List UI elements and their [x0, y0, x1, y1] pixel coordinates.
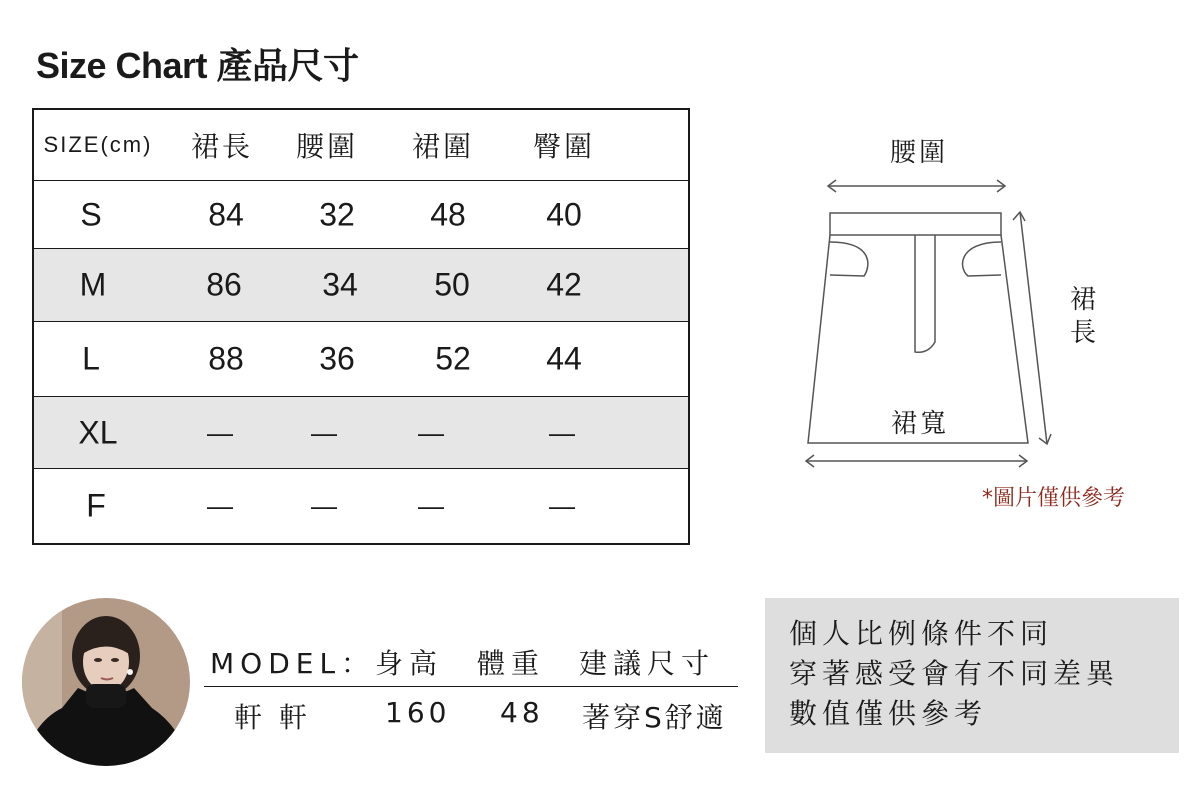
- value-hip: —: [549, 490, 575, 521]
- table-row: [34, 248, 688, 321]
- reference-note: *圖片僅供參考: [982, 486, 1126, 511]
- value-waist: —: [311, 417, 337, 447]
- table-header-row: [34, 110, 688, 180]
- hem-label: 裙寬: [891, 409, 950, 439]
- value-hip: 44: [546, 340, 582, 377]
- size-table: [32, 108, 690, 545]
- model-weight: 48: [500, 696, 544, 729]
- header-waist: 腰圍: [295, 130, 359, 163]
- value-skirt-length: —: [207, 417, 233, 447]
- value-skirt-length: 88: [208, 340, 244, 377]
- left-pocket-shape: [830, 242, 868, 276]
- table-row: [34, 321, 688, 396]
- model-divider: [204, 686, 738, 687]
- length-label: [1070, 284, 1096, 349]
- size-label: F: [86, 487, 106, 524]
- value-skirt-circumference: —: [418, 490, 444, 521]
- value-skirt-circumference: 48: [430, 196, 466, 232]
- disclaimer-line: 穿著感受會有不同差異: [789, 657, 1120, 690]
- value-hip: —: [549, 417, 575, 447]
- right-pocket-shape: [963, 242, 1001, 276]
- page-title: Size Chart 產品尺寸: [36, 45, 359, 86]
- disclaimer-box: [765, 598, 1179, 753]
- length-label-top: 裙: [1070, 285, 1097, 315]
- value-waist: 36: [319, 340, 355, 377]
- model-recommendation: 著穿S舒適: [582, 701, 727, 734]
- header-skirt-circumference: 裙圍: [411, 130, 475, 163]
- table-row: [34, 396, 688, 468]
- size-label: S: [80, 196, 102, 232]
- table-row: [34, 468, 688, 543]
- waist-label: 腰圍: [890, 138, 949, 168]
- value-skirt-length: 84: [208, 196, 244, 232]
- value-hip: 40: [546, 196, 582, 232]
- placket-shape: [915, 235, 935, 352]
- disclaimer-line: 數值僅供參考: [789, 697, 988, 730]
- value-waist: 32: [319, 196, 355, 232]
- header-size: SIZE(cm): [43, 132, 153, 157]
- length-label-bottom: 長: [1070, 317, 1097, 348]
- model-header: MODEL：身高 體重 建議尺寸: [210, 647, 716, 680]
- model-photo: [22, 598, 190, 766]
- header-hip: 臀圍: [532, 130, 596, 163]
- value-skirt-circumference: —: [418, 417, 444, 447]
- value-waist: 34: [322, 266, 358, 303]
- size-label: M: [79, 266, 107, 303]
- value-skirt-length: —: [207, 490, 233, 521]
- value-waist: —: [311, 490, 337, 521]
- value-skirt-circumference: 50: [434, 266, 470, 303]
- waistband-shape: [830, 213, 1001, 235]
- model-height: 160: [385, 696, 451, 729]
- disclaimer-line: 個人比例條件不同: [789, 617, 1054, 650]
- value-skirt-circumference: 52: [435, 340, 471, 377]
- table-row: [34, 180, 688, 248]
- size-label: XL: [78, 414, 118, 450]
- model-name: 軒 軒: [234, 701, 311, 734]
- model-avatar: [22, 598, 190, 766]
- value-hip: 42: [546, 266, 582, 303]
- size-label: L: [82, 340, 100, 377]
- skirt-diagram: [780, 118, 1180, 518]
- skirt-illustration: [780, 118, 1180, 518]
- value-skirt-length: 86: [206, 266, 242, 303]
- header-skirt-length: 裙長: [190, 130, 254, 163]
